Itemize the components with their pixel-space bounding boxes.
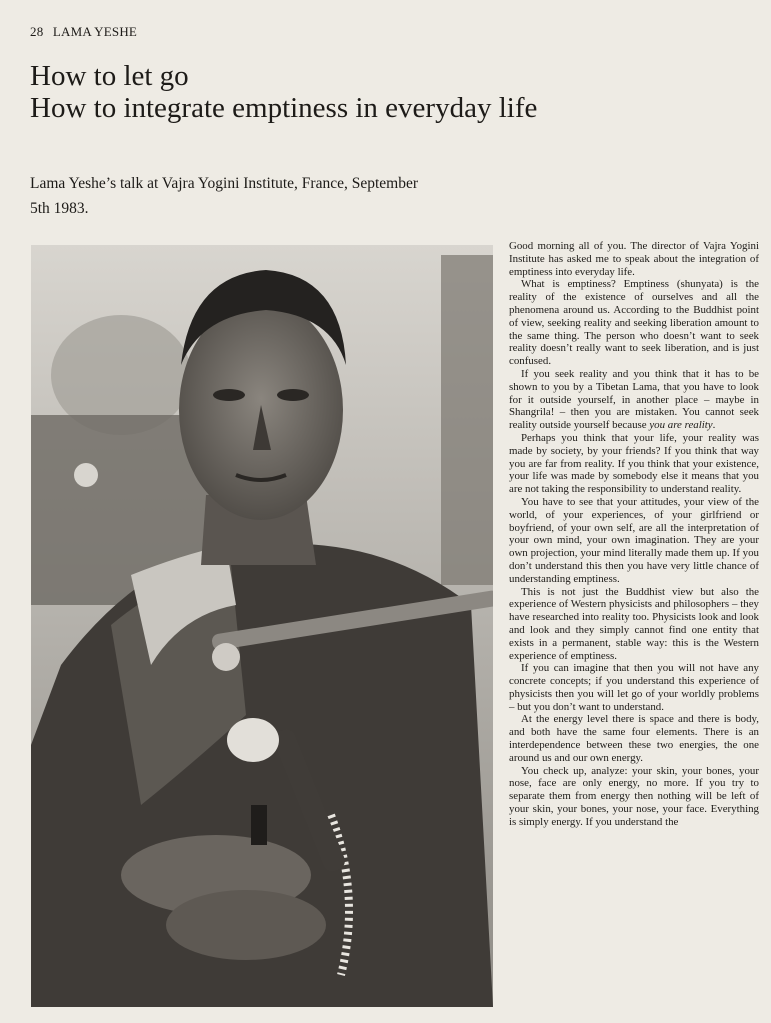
- body-paragraph-4: Perhaps you think that your life, your reality was made by society, by your friends? If you think that way you are far from reality. If you think that your existence, your life was made by somebody else it means that you are not taking the responsibility to understand reality.: [509, 431, 759, 496]
- body-paragraph-3: [509, 368, 759, 432]
- title-line-1: How to let go: [30, 60, 189, 92]
- body-paragraph-8: At the energy level there is space and there is body, and both have the same four elements. There is an interdependence between these two energies, the one around us and our own energy.: [509, 713, 759, 764]
- subtitle-line-2: 5th 1983.: [30, 200, 89, 217]
- body-paragraph-3-emphasis: you are reality: [649, 419, 713, 432]
- page-number: 28: [30, 24, 44, 39]
- article-body-column: [509, 240, 759, 829]
- body-paragraph-2: What is emptiness? Emptiness (shunyata) is the reality of the existence of ourselves and all the phenomena around us. According to the Buddhist point of view, seeking reality and seeking liberation amount to the same thing. The person who doesn’t want to seek reality doesn’t really want to seek liberation, and is just confused.: [509, 278, 759, 368]
- article-subtitle: [30, 171, 490, 221]
- body-paragraph-9: You check up, analyze: your skin, your bones, your nose, face are only energy, no more. If you try to separate them from energy then nothing will be left of your skin, your bones, your nose, your face. Everything is simply energy. If you understand the: [509, 764, 759, 828]
- subtitle-line-1: Lama Yeshe’s talk at Vajra Yogini Institute, France, September: [30, 175, 419, 192]
- body-paragraph-6: This is not just the Buddhist view but also the experience of Western physicists and philosophers – they have researched into reality too. Physicists look and look and look and they simply cannot find one entity that exists in a permanent, stable way: this is the Western experience of emptiness.: [509, 585, 759, 662]
- title-line-2: How to integrate emptiness in everyday life: [30, 92, 538, 124]
- body-paragraph-5: You have to see that your attitudes, your view of the world, of your experiences, of your girlfriend or boyfriend, of your own self, are all the interpretation of your own mind, your own imagination. They are your own projection, your mind literally made them up. If you don’t understand this then you have very little chance of understanding emptiness.: [509, 495, 759, 585]
- article-title: [30, 60, 730, 124]
- body-paragraph-1: Good morning all of you. The director of Vajra Yogini Institute has asked me to speak about the integration of emptiness into everyday life.: [509, 240, 759, 278]
- portrait-photo: [31, 245, 493, 1007]
- body-paragraph-3-start: If you seek reality and you think that it has to be shown to you by a Tibetan Lama, that you have to look for it outside yourself, in another place – maybe in Shangrila! – then you are mistaken. You cannot seek reality outside yourself because: [509, 367, 759, 432]
- running-title: LAMA YESHE: [52, 24, 138, 39]
- body-paragraph-3-end: .: [712, 419, 716, 432]
- portrait-photo-illustration: [31, 245, 493, 1007]
- body-paragraph-7: If you can imagine that then you will not have any concrete concepts; if you understand this experience of physicists then you will let go of your worldly problems – but you don’t want to understand.: [509, 662, 759, 713]
- running-header: [30, 24, 137, 40]
